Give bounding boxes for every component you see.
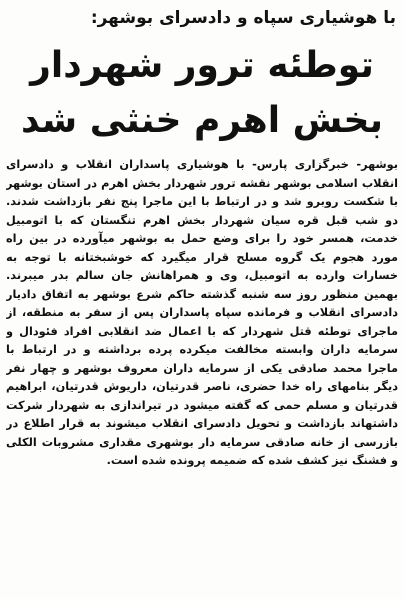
article-kicker: با هوشیاری سپاه و دادسرای بوشهر: [90, 8, 396, 28]
article-body-text: بوشهر- خبرگزاری پارس- با هوشیاری پاسداران انقلاب و دادسرای انقلاب اسلامی بوشهر نقشه ترور شهردار بخش اهرم در استان بوشهر با شکست روبرو شد و در ارتباط با این ماجرا پنج نفر بازداشت شدند. دو شب قبل قره سیان شهردار بخش اهرم تنگستان که با اتومبیل خدمت، همسر خود را برای وضع حمل به بوشهر میآورده در بین راه مورد هجوم یک گروه مسلح قرار میگیرد که خوشبختانه با توجه به خسارات وارده به اتومبیل، وی و همراهانش جان سالم بدر میبرند. بهمین منظور روز سه شنبه گذشته حاکم شرع بوشهر به اتفاق دادیار دادسرای انقلاب و فرمانده سپاه پاسداران پس از سفر به منطقه، از ماجرای توطئه قتل شهردار که با اعمال ضد انقلابی افراد فئودال و سرمایه داران وابسته مخالفت میکرده پرده برداشته و در ارتباط با ماجرا محمد صادقی یکی از سرمایه داران معروف بوشهر و چهار نفر دیگر بنامهای راه خدا حضری، ناصر قدرتیان، داریوش قدرتیان، ابراهیم قدرتیان و مسلم حمی که گفته میشود در تیراندازی به شهردار شرکت داشتهاند بازداشت و تحویل دادسرای انقلاب میشوند به قرار اطلاع در بازرسی از خانه صادقی سرمایه دار بوشهری مقداری مشروبات الکلی و فشنگ نیز کشف شده که ضمیمه پرونده شده است. [6, 158, 398, 467]
article-body [6, 156, 398, 594]
headline-line-2: بخش اهرم خنثی شد [21, 100, 383, 141]
headline-line-1: توطئه ترور شهردار [30, 45, 374, 86]
